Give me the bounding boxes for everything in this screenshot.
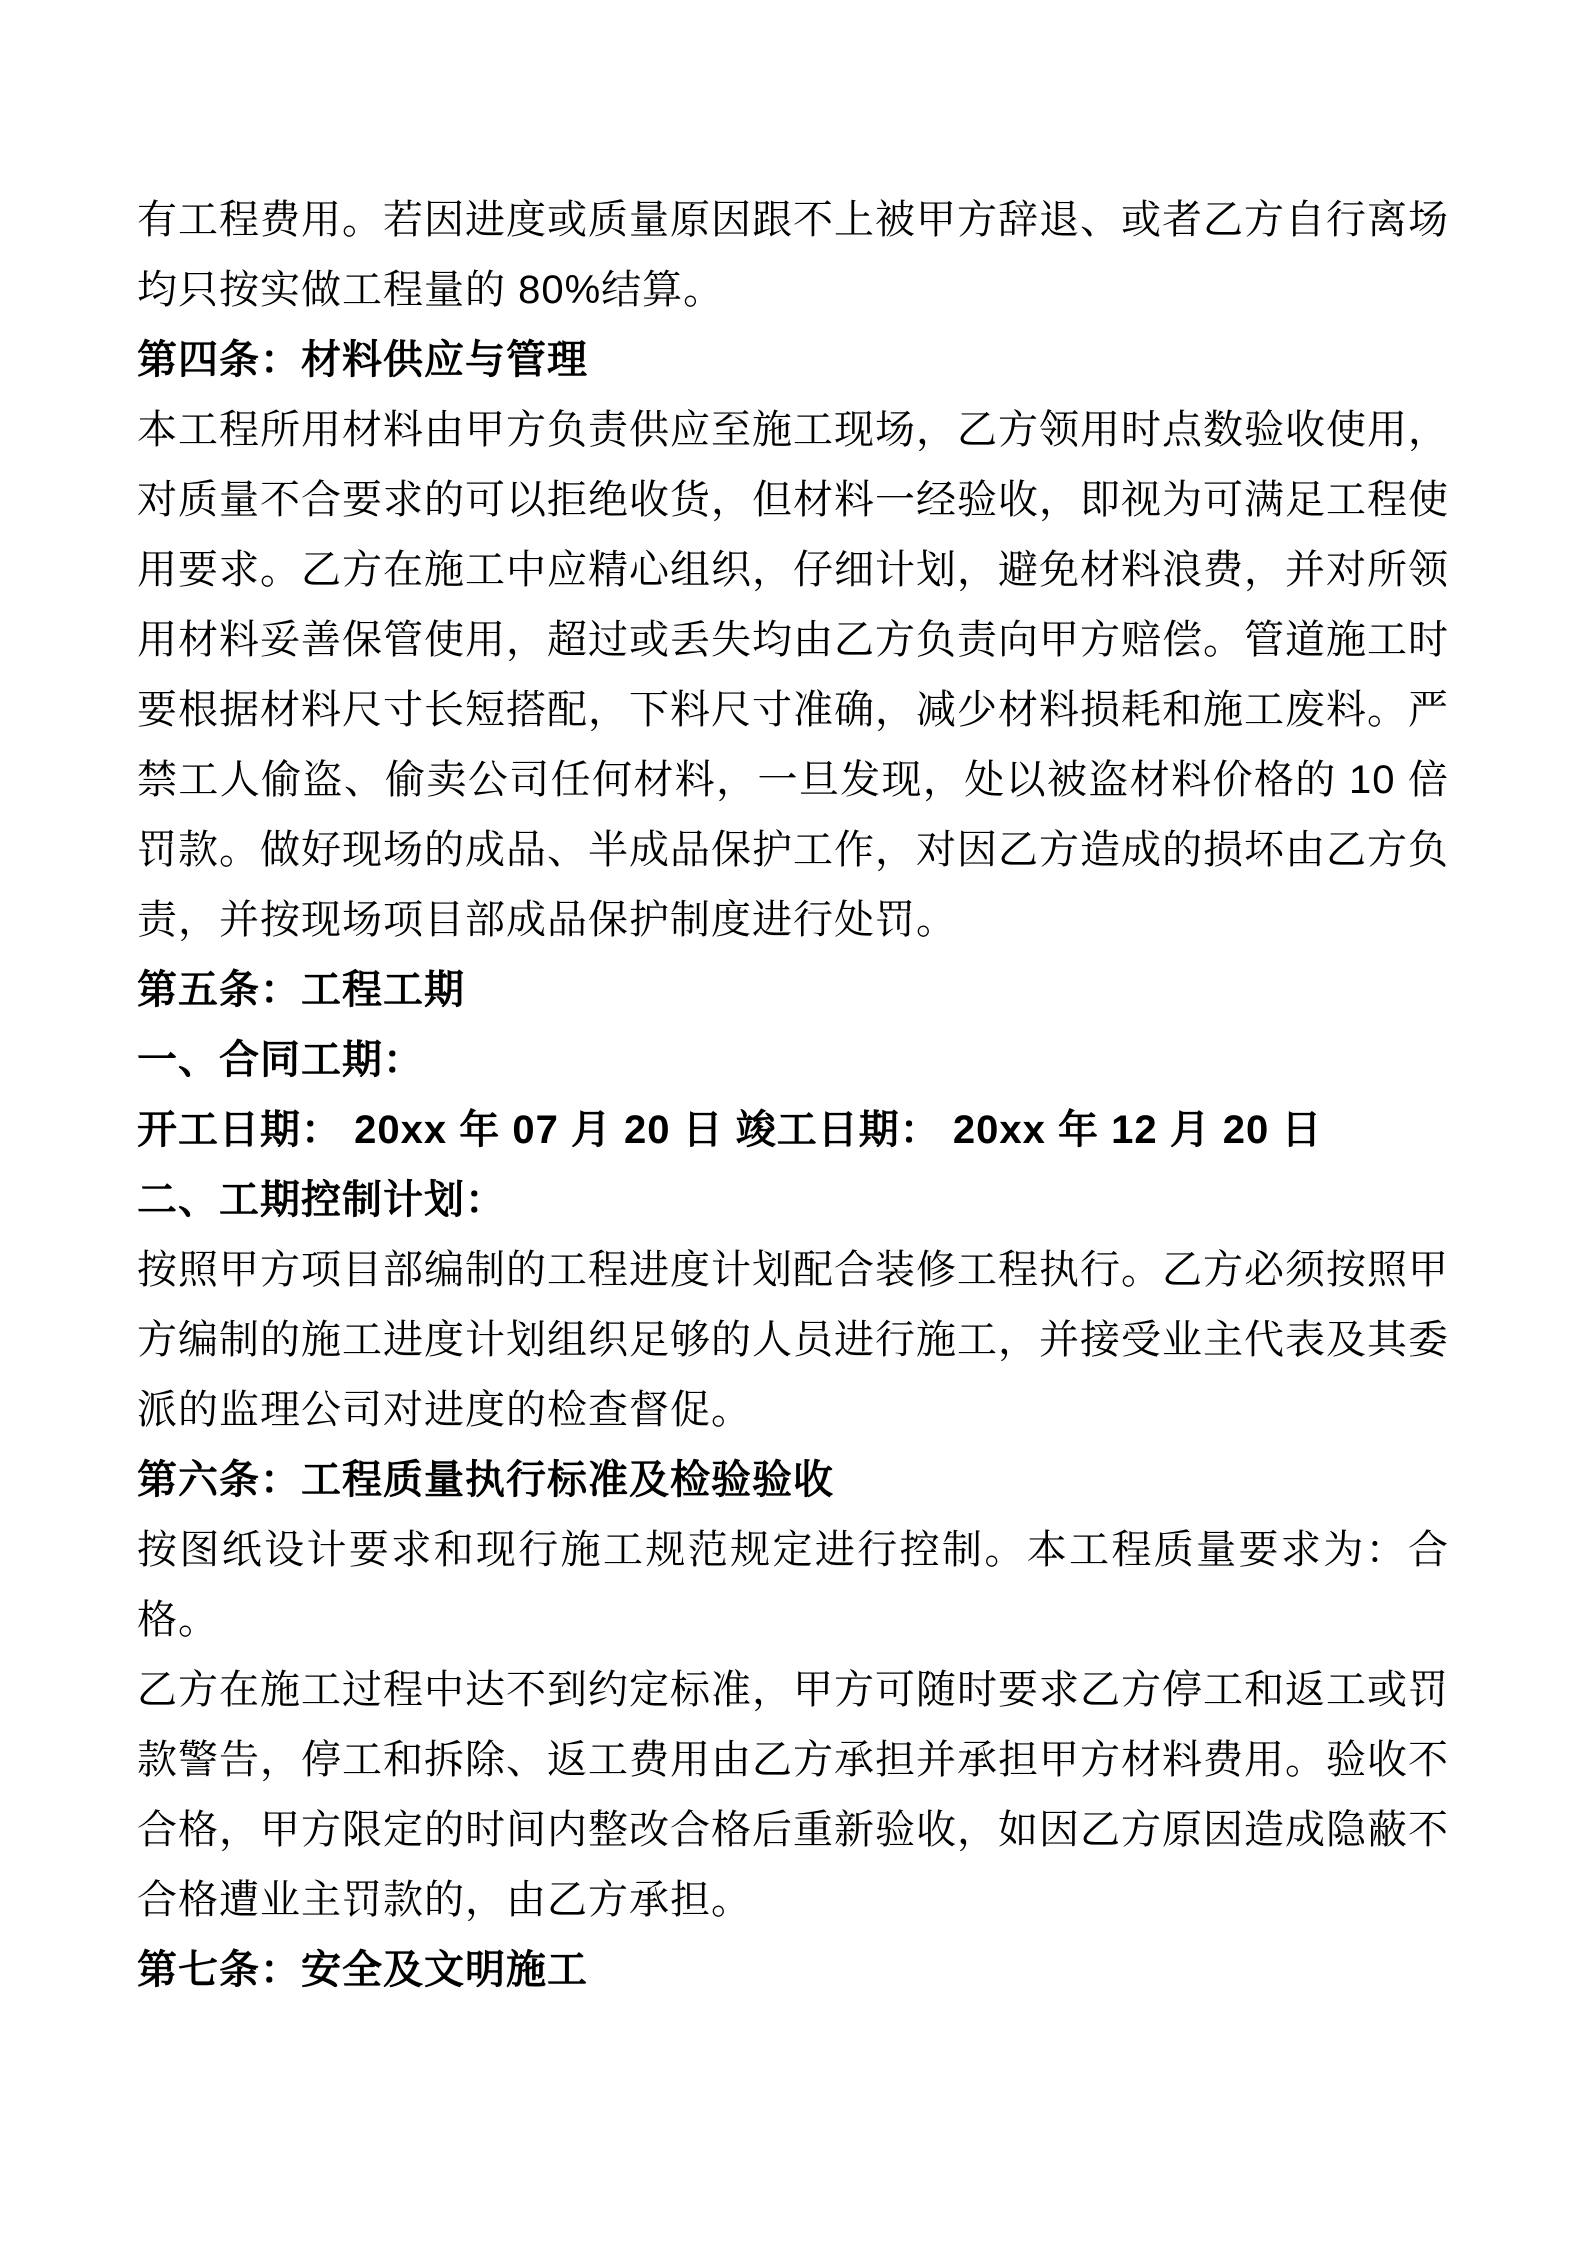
paragraph-text: 按图纸设计要求和现行施工规范规定进行控制。本工程质量要求为：合格。 (137, 1528, 1449, 1642)
paragraph-text: 按照甲方项目部编制的工程进度计划配合装修工程执行。乙方必须按照甲方编制的施工进度计划组织足够的人员进行施工，并接受业主代表及其委派的监理公司对进度的检查督促。 (137, 1248, 1449, 1432)
clause-heading: 第七条：安全及文明施工 (137, 1948, 588, 1992)
contract-body (137, 185, 1449, 2005)
clause-heading: 一、合同工期： (137, 1038, 424, 1082)
paragraph-text: 本工程所用材料由甲方负责供应至施工现场，乙方领用时点数验收使用，对质量不合要求的可以拒绝收货，但材料一经验收，即视为可满足工程使用要求。乙方在施工中应精心组织，仔细计划，避免材料浪费，并对所领用材料妥善保管使用，超过或丢失均由乙方负责向甲方赔偿。管道施工时要根据材料尺寸长短搭配，下料尺寸准确，减少材料损耗和施工废料。严禁工人偷盗、偷卖公司任何材料，一旦发现，处以被盗材料价格的 10 倍罚款。做好现场的成品、半成品保护工作，对因乙方造成的损坏由乙方负责，并按现场项目部成品保护制度进行处罚。 (137, 408, 1449, 942)
clause-heading: 开工日期： 20xx 年 07 月 20 日 竣工日期： 20xx 年 12 月 20 日 (137, 1108, 1323, 1152)
clause-heading: 第六条：工程质量执行标准及检验验收 (137, 1458, 834, 1502)
paragraph-text: 有工程费用。若因进度或质量原因跟不上被甲方辞退、或者乙方自行离场均只按实做工程量的 80%结算。 (137, 198, 1449, 312)
paragraph-text: 乙方在施工过程中达不到约定标准，甲方可随时要求乙方停工和返工或罚款警告，停工和拆除、返工费用由乙方承担并承担甲方材料费用。验收不合格，甲方限定的时间内整改合格后重新验收，如因乙方原因造成隐蔽不合格遭业主罚款的，由乙方承担。 (137, 1668, 1449, 1922)
clause-heading: 第四条：材料供应与管理 (137, 338, 588, 382)
clause-heading: 第五条：工程工期 (137, 968, 465, 1012)
clause-heading: 二、工期控制计划： (137, 1178, 506, 1222)
